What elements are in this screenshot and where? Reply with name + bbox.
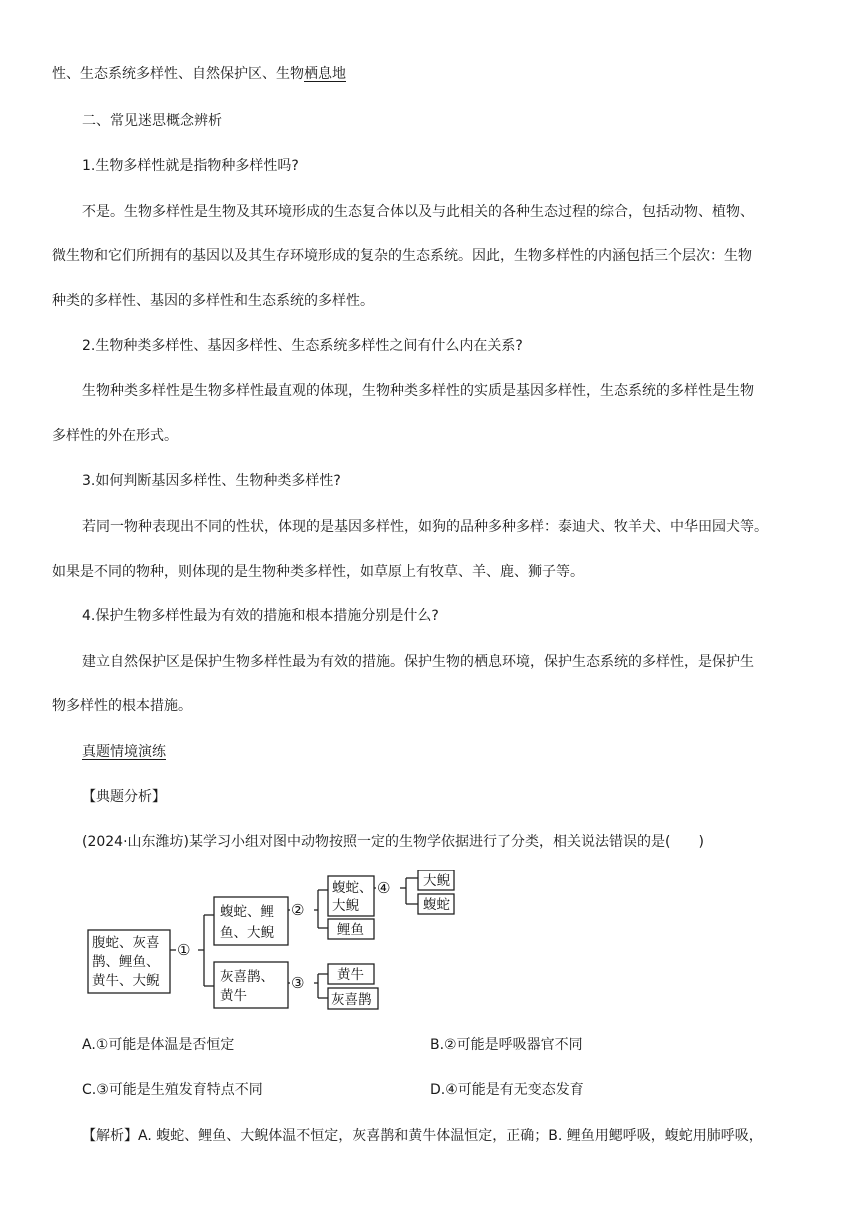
top-line [52, 64, 346, 84]
typical-question-heading: 【典题分析】 [82, 789, 166, 805]
marker-2: ② [291, 901, 305, 919]
box-a1-label-1: 蝮蛇、 [332, 880, 373, 896]
answer-2-line-1: 生物种类多样性是生物多样性最直观的体现，生物种类多样性的实质是基因多样性，生态系统的多样性是生物 [82, 383, 754, 399]
answer-2-line-2: 多样性的外在形式。 [52, 428, 178, 444]
section-title-real-exam: 真题情境演练 [82, 744, 166, 760]
answer-4-line-2: 物多样性的根本措施。 [52, 698, 192, 714]
section-title-misconceptions: 二、常见迷思概念辨析 [82, 113, 222, 129]
box-a1-label-2: 大鲵 [332, 898, 359, 914]
box-b-label-1: 灰喜鹊、 [220, 969, 274, 985]
answer-4-line-1: 建立自然保护区是保护生物多样性最为有效的措施。保护生物的栖息环境，保护生态系统的多样性，是保护生 [82, 654, 754, 670]
answer-1-line-3: 种类的多样性、基因的多样性和生态系统的多样性。 [52, 293, 374, 309]
root-label-3: 黄牛、大鲵 [92, 973, 160, 989]
top-line-text: 性、生态系统多样性、自然保护区、生物 [52, 66, 304, 82]
marker-3: ③ [291, 974, 305, 992]
leaf-cattle: 黄牛 [337, 967, 364, 983]
marker-1: ① [177, 941, 191, 959]
analysis-line: 【解析】A. 蝮蛇、鲤鱼、大鲵体温不恒定，灰喜鹊和黄牛体温恒定，正确；B. 鲤鱼用鳃呼吸，蝮蛇用肺呼吸， [82, 1128, 763, 1144]
question-2: 2.生物种类多样性、基因多样性、生态系统多样性之间有什么内在关系? [82, 338, 523, 354]
answer-3-line-1: 若同一物种表现出不同的性状，体现的是基因多样性，如狗的品种多种多样：泰迪犬、牧羊犬、中华田园犬等。 [82, 519, 768, 535]
root-label-1: 腹蛇、灰喜 [92, 935, 160, 951]
option-c: C.③可能是生殖发育特点不同 [82, 1082, 263, 1098]
root-label-2: 鹊、鲤鱼、 [92, 954, 160, 970]
leaf-giant-salamander: 大鲵 [423, 873, 450, 889]
marker-4: ④ [377, 879, 391, 897]
answer-3-line-2: 如果是不同的物种，则体现的是生物种类多样性，如草原上有牧草、羊、鹿、狮子等。 [52, 564, 584, 580]
option-b: B.②可能是呼吸器官不同 [430, 1037, 583, 1053]
leaf-magpie: 灰喜鹊 [331, 992, 372, 1008]
question-1: 1.生物多样性就是指物种多样性吗? [82, 158, 299, 174]
answer-1-line-2: 微生物和它们所拥有的基因以及其生存环境形成的复杂的生态系统。因此，生物多样性的内涵包括三个层次：生物 [52, 248, 752, 264]
classification-diagram [86, 870, 466, 1015]
box-a-label-1: 蝮蛇、鲤 [220, 904, 274, 920]
option-d: D.④可能是有无变态发育 [430, 1082, 584, 1098]
box-a-label-2: 鱼、大鲵 [220, 925, 274, 941]
box-b-label-2: 黄牛 [220, 988, 247, 1004]
question-4: 4.保护生物多样性最为有效的措施和根本措施分别是什么? [82, 608, 439, 624]
answer-1-line-1: 不是。生物多样性是生物及其环境形成的生态复合体以及与此相关的各种生态过程的综合，包括动物、植物、 [82, 204, 754, 220]
leaf-carp: 鲤鱼 [337, 922, 364, 938]
option-a: A.①可能是体温是否恒定 [82, 1037, 235, 1053]
question-3: 3.如何判断基因多样性、生物种类多样性? [82, 473, 341, 489]
exam-question: (2024·山东潍坊)某学习小组对图中动物按照一定的生物学依据进行了分类，相关说法错误的是( ) [82, 834, 704, 850]
leaf-snake: 蝮蛇 [423, 897, 450, 913]
fill-blank-answer: 栖息地 [304, 66, 346, 82]
